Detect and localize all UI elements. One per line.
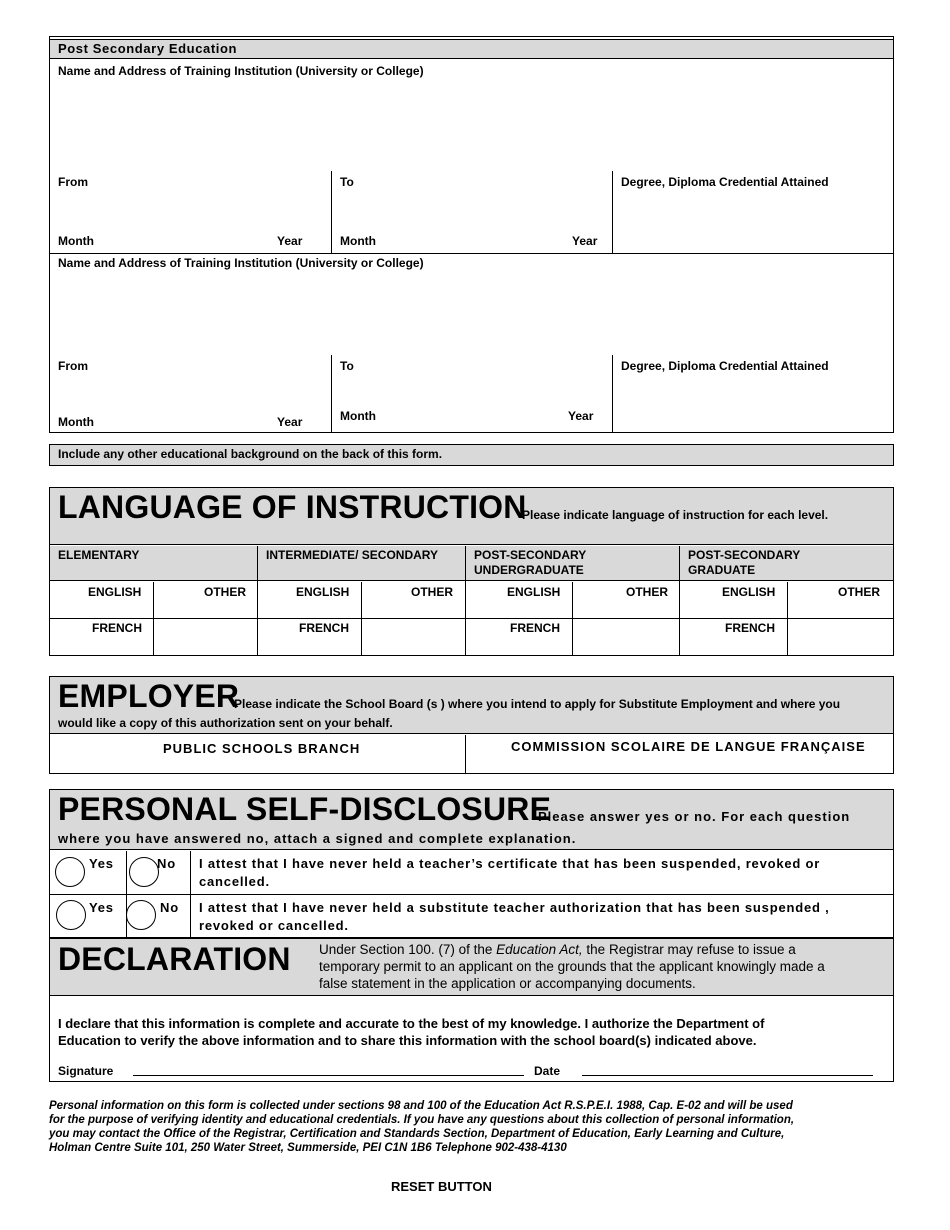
public-schools-branch-option[interactable]: PUBLIC SCHOOLS BRANCH (163, 741, 361, 756)
from-label-1: From (58, 175, 88, 189)
other-language-field[interactable] (363, 620, 463, 654)
divider (612, 171, 613, 253)
declaration-note-line3: false statement in the application or accompanying documents. (319, 976, 696, 991)
to-label-1: To (340, 175, 354, 189)
education-note: Include any other educational background on the back of this form. (58, 447, 443, 461)
divider (465, 546, 466, 655)
other-language-field[interactable] (574, 620, 677, 654)
divider (49, 894, 894, 895)
divider (612, 355, 613, 433)
institution-field-2[interactable] (52, 272, 890, 352)
divider (465, 735, 466, 774)
to-field-2[interactable] (334, 376, 609, 408)
level-grad-line2: GRADUATE (688, 563, 756, 577)
declaration-note-post: the Registrar may refuse to issue a (582, 942, 796, 957)
to-year-label-2: Year (568, 409, 594, 423)
english-label[interactable]: ENGLISH (507, 585, 561, 599)
from-month-label-1: Month (58, 234, 94, 248)
level-undergrad-line1: POST-SECONDARY (474, 548, 587, 562)
from-month-label-2: Month (58, 415, 94, 429)
declaration-note-line2: temporary permit to an applicant on the grounds that the applicant knowingly made a (319, 959, 825, 974)
signature-label: Signature (58, 1064, 114, 1078)
from-field-2[interactable] (52, 376, 328, 412)
degree-field-1[interactable] (615, 192, 890, 250)
to-month-label-1: Month (340, 234, 376, 248)
english-label[interactable]: ENGLISH (296, 585, 350, 599)
declaration-statement-2: Education to verify the above information and to share this information with the school board(s) indicated above. (58, 1033, 757, 1048)
privacy-line-2: for the purpose of verifying identity and educational credentials. If you have any questions about this collection of personal information, (49, 1114, 795, 1126)
degree-label-1: Degree, Diploma Credential Attained (621, 175, 829, 189)
language-subtitle: Please indicate language of instruction for each level. (522, 508, 829, 522)
degree-field-2[interactable] (615, 376, 890, 430)
q2-no-radio[interactable] (126, 900, 156, 930)
declaration-note-pre: Under Section 100. (7) of the (319, 942, 497, 957)
divider (331, 355, 332, 433)
french-label[interactable]: FRENCH (725, 621, 775, 635)
degree-label-2: Degree, Diploma Credential Attained (621, 359, 829, 373)
from-year-label-1: Year (277, 234, 303, 248)
q2-no-label: No (160, 900, 179, 915)
date-field[interactable] (582, 1058, 873, 1076)
privacy-line-1: Personal information on this form is collected under sections 98 and 100 of the Education Act R.S.P.E.I. 1988, Cap. E-02 and will be used (49, 1100, 793, 1112)
privacy-line-3: you may contact the Office of the Registrar, Certification and Standards Section, Department of Education, Early Learning and Culture, (49, 1128, 785, 1140)
from-year-label-2: Year (277, 415, 303, 429)
from-field-1[interactable] (52, 192, 328, 232)
to-field-1[interactable] (334, 192, 609, 232)
level-undergrad-line2: UNDERGRADUATE (474, 563, 584, 577)
other-language-field[interactable] (155, 620, 255, 654)
q1-no-radio[interactable] (129, 857, 159, 887)
french-label[interactable]: FRENCH (299, 621, 349, 635)
declaration-statement-1: I declare that this information is complete and accurate to the best of my knowledge. I authorize the Department of (58, 1016, 765, 1031)
level-intermediate: INTERMEDIATE/ SECONDARY (266, 548, 439, 562)
education-act-citation: Education Act, (496, 942, 583, 957)
question-2-line2: revoked or cancelled. (199, 918, 349, 933)
signature-field[interactable] (133, 1058, 524, 1076)
level-elementary: ELEMENTARY (58, 548, 140, 562)
commission-scolaire-option[interactable]: COMMISSION SCOLAIRE DE LANGUE FRANÇAISE (511, 739, 866, 754)
institution-label-2: Name and Address of Training Institution (University or College) (58, 256, 424, 270)
disclosure-title: PERSONAL SELF-DISCLOSURE (58, 791, 552, 827)
disclosure-subtitle-1: Please answer yes or no. For each question (538, 809, 851, 824)
declaration-note-line1 (319, 942, 796, 957)
reset-button[interactable]: RESET BUTTON (391, 1179, 492, 1194)
q2-yes-radio[interactable] (56, 900, 86, 930)
other-label[interactable]: OTHER (838, 585, 880, 599)
institution-field-1[interactable] (52, 80, 890, 168)
q1-no-label: No (157, 856, 176, 871)
q1-yes-label: Yes (89, 856, 114, 871)
english-label[interactable]: ENGLISH (722, 585, 776, 599)
employer-subtitle-2: would like a copy of this authorization sent on your behalf. (58, 716, 393, 730)
declaration-title: DECLARATION (58, 941, 291, 977)
other-language-field[interactable] (789, 620, 892, 654)
q1-yes-radio[interactable] (55, 857, 85, 887)
question-2-line1: I attest that I have never held a substitute teacher authorization that has been suspended , (199, 900, 830, 915)
divider (49, 253, 894, 254)
language-title: LANGUAGE OF INSTRUCTION (58, 489, 527, 525)
disclosure-subtitle-2: where you have answered no, attach a signed and complete explanation. (58, 831, 577, 846)
to-year-label-1: Year (572, 234, 598, 248)
institution-label-1: Name and Address of Training Institution (University or College) (58, 64, 424, 78)
divider (49, 618, 894, 619)
other-label[interactable]: OTHER (204, 585, 246, 599)
q2-yes-label: Yes (89, 900, 114, 915)
employer-subtitle-1: Please indicate the School Board (s ) where you intend to apply for Substitute Employment and where you (234, 697, 841, 711)
divider (331, 171, 332, 253)
divider (257, 546, 258, 655)
employer-title: EMPLOYER (58, 678, 240, 714)
french-label[interactable]: FRENCH (510, 621, 560, 635)
post-secondary-title: Post Secondary Education (58, 41, 238, 56)
to-label-2: To (340, 359, 354, 373)
french-label[interactable]: FRENCH (92, 621, 142, 635)
other-label[interactable]: OTHER (411, 585, 453, 599)
other-label[interactable]: OTHER (626, 585, 668, 599)
to-month-label-2: Month (340, 409, 376, 423)
from-label-2: From (58, 359, 88, 373)
english-label[interactable]: ENGLISH (88, 585, 142, 599)
divider (679, 546, 680, 655)
level-grad-line1: POST-SECONDARY (688, 548, 801, 562)
question-1-line2: cancelled. (199, 874, 270, 889)
privacy-notice (49, 1099, 794, 1155)
date-label: Date (534, 1064, 561, 1078)
privacy-line-4: Holman Centre Suite 101, 250 Water Street, Summerside, PEI C1N 1B6 Telephone 902-438-4130 (49, 1142, 567, 1154)
question-1-line1: I attest that I have never held a teacher’s certificate that has been suspended, revoked or (199, 856, 821, 871)
